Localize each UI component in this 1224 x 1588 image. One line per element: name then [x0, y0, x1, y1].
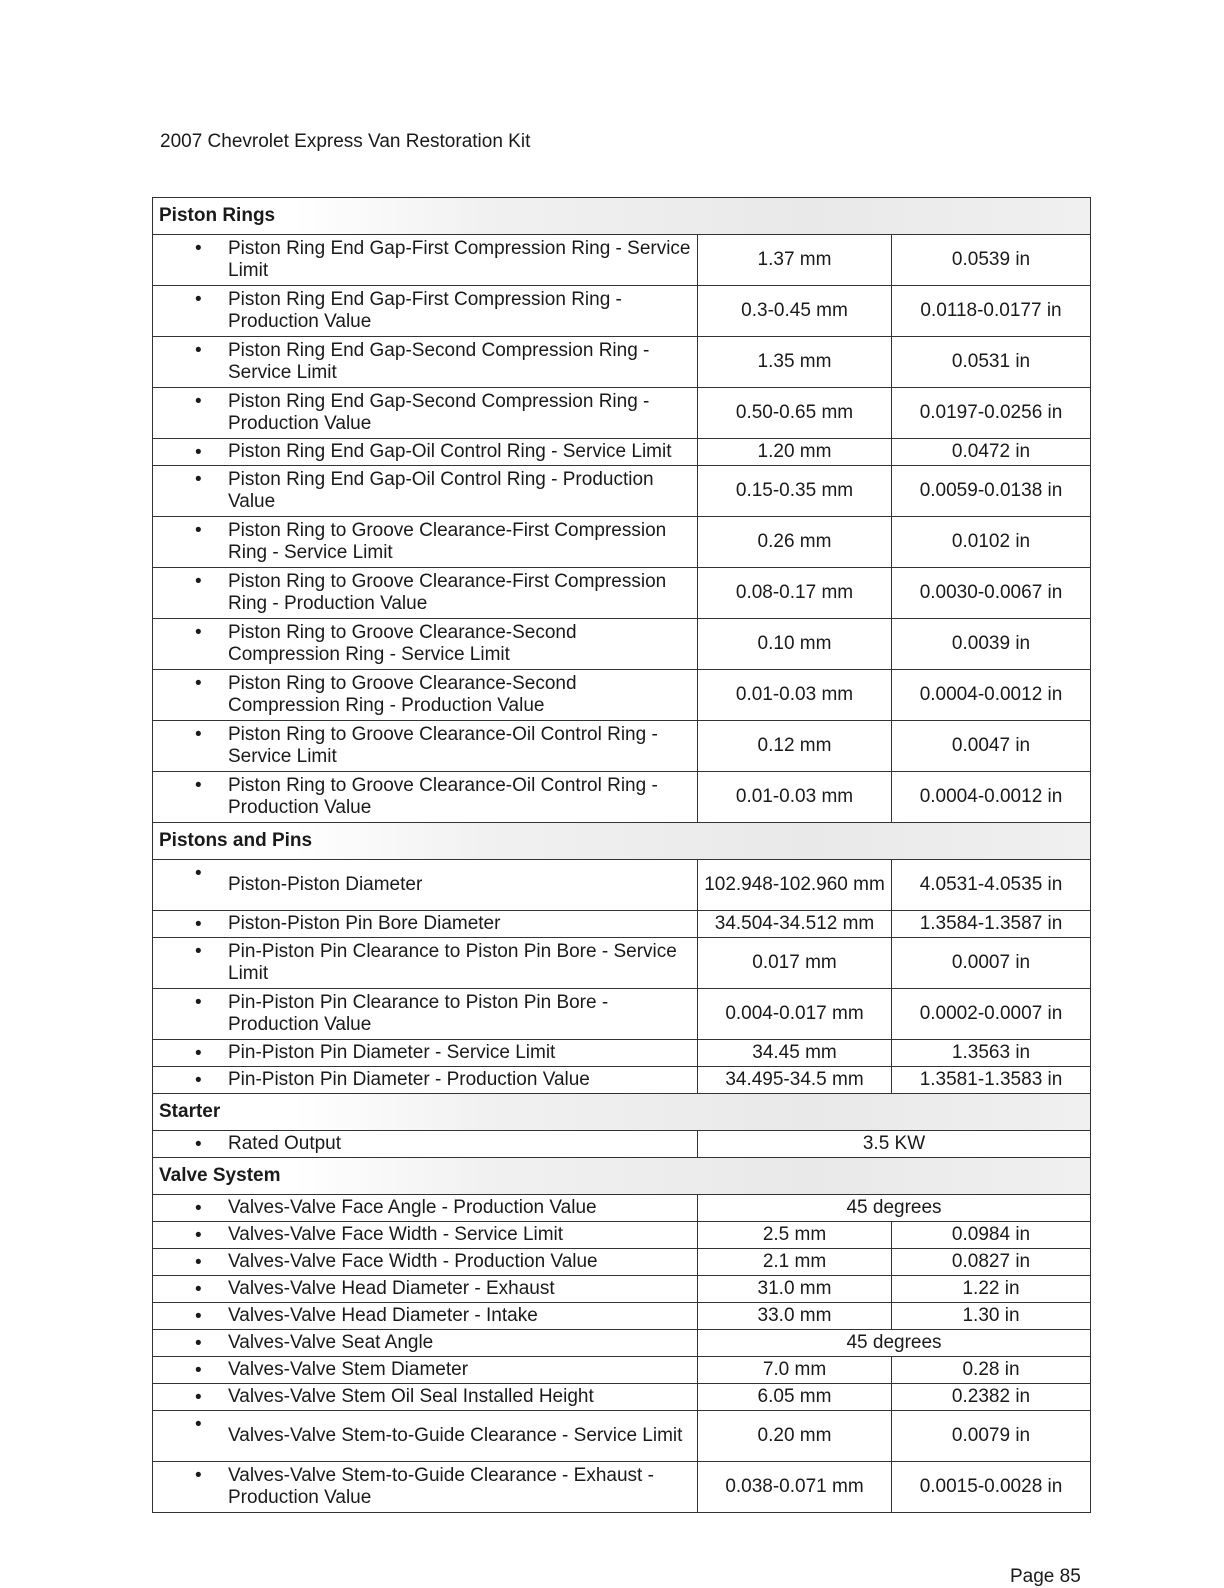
- spec-name: Piston Ring End Gap-Oil Control Ring - Production Value: [228, 469, 654, 512]
- table-row: [153, 989, 1091, 1040]
- imperial-value: 0.0007 in: [892, 938, 1091, 989]
- metric-value: 102.948-102.960 mm: [698, 860, 892, 911]
- document-title: 2007 Chevrolet Express Van Restoration Kit: [160, 131, 531, 152]
- bullet-icon: •: [195, 1134, 202, 1155]
- spec-name: Piston Ring End Gap-Second Compression Ring - Production Value: [228, 391, 650, 434]
- metric-value: 0.10 mm: [698, 619, 892, 670]
- metric-value: 0.01-0.03 mm: [698, 670, 892, 721]
- table-row: [153, 911, 1091, 938]
- table-row: [153, 337, 1091, 388]
- table-row: [153, 860, 1091, 911]
- table-row: [153, 235, 1091, 286]
- section-header-valve-system: [153, 1158, 1091, 1195]
- spec-name: Pin-Piston Pin Clearance to Piston Pin Bore - Production Value: [228, 992, 609, 1035]
- metric-value: 0.50-0.65 mm: [698, 388, 892, 439]
- imperial-value: 1.22 in: [892, 1276, 1091, 1303]
- bullet-icon: •: [195, 775, 202, 796]
- spec-name: Valves-Valve Stem-to-Guide Clearance - Exhaust - Production Value: [228, 1465, 654, 1508]
- spec-name: Piston Ring to Groove Clearance-Oil Control Ring - Production Value: [228, 775, 658, 818]
- bullet-icon: •: [195, 238, 202, 259]
- metric-value: 1.37 mm: [698, 235, 892, 286]
- page-number: Page 85: [1010, 1566, 1081, 1587]
- table-row: [153, 1330, 1091, 1357]
- spec-name: Valves-Valve Stem Oil Seal Installed Height: [228, 1386, 594, 1407]
- table-row: [153, 1040, 1091, 1067]
- combined-value: 45 degrees: [698, 1195, 1091, 1222]
- section-heading: Pistons and Pins: [153, 823, 1091, 860]
- bullet-icon: •: [195, 1333, 202, 1354]
- spec-name: Valves-Valve Seat Angle: [228, 1332, 434, 1353]
- metric-value: 0.20 mm: [698, 1411, 892, 1462]
- bullet-icon: •: [195, 391, 202, 412]
- table-row: [153, 721, 1091, 772]
- specifications-table: [152, 197, 1091, 1513]
- imperial-value: 0.0102 in: [892, 517, 1091, 568]
- table-row: [153, 1303, 1091, 1330]
- bullet-icon: •: [195, 1225, 202, 1246]
- imperial-value: 0.0827 in: [892, 1249, 1091, 1276]
- metric-value: 34.504-34.512 mm: [698, 911, 892, 938]
- imperial-value: 0.0047 in: [892, 721, 1091, 772]
- spec-name: Piston Ring End Gap-First Compression Ring - Production Value: [228, 289, 622, 332]
- metric-value: 2.1 mm: [698, 1249, 892, 1276]
- table-row: [153, 1131, 1091, 1158]
- metric-value: 0.038-0.071 mm: [698, 1462, 892, 1513]
- spec-name: Piston-Piston Pin Bore Diameter: [228, 913, 501, 934]
- imperial-value: 0.0039 in: [892, 619, 1091, 670]
- bullet-icon: •: [195, 863, 202, 884]
- imperial-value: 0.28 in: [892, 1357, 1091, 1384]
- metric-value: 34.495-34.5 mm: [698, 1067, 892, 1094]
- table-row: [153, 1411, 1091, 1462]
- bullet-icon: •: [195, 1387, 202, 1408]
- imperial-value: 4.0531-4.0535 in: [892, 860, 1091, 911]
- table-row: [153, 1276, 1091, 1303]
- spec-name: Piston-Piston Diameter: [228, 874, 423, 895]
- metric-value: 33.0 mm: [698, 1303, 892, 1330]
- bullet-icon: •: [195, 520, 202, 541]
- metric-value: 1.35 mm: [698, 337, 892, 388]
- table-row: [153, 1462, 1091, 1513]
- metric-value: 7.0 mm: [698, 1357, 892, 1384]
- metric-value: 0.3-0.45 mm: [698, 286, 892, 337]
- bullet-icon: •: [195, 340, 202, 361]
- spec-name: Piston Ring to Groove Clearance-Oil Control Ring - Service Limit: [228, 724, 658, 767]
- table-row: [153, 466, 1091, 517]
- metric-value: 0.01-0.03 mm: [698, 772, 892, 823]
- spec-name: Piston Ring to Groove Clearance-First Compression Ring - Production Value: [228, 571, 667, 614]
- bullet-icon: •: [195, 442, 202, 463]
- table-row: [153, 1384, 1091, 1411]
- bullet-icon: •: [195, 941, 202, 962]
- combined-value: 3.5 KW: [698, 1131, 1091, 1158]
- combined-value: 45 degrees: [698, 1330, 1091, 1357]
- imperial-value: 0.0059-0.0138 in: [892, 466, 1091, 517]
- table-row: [153, 619, 1091, 670]
- imperial-value: 0.0015-0.0028 in: [892, 1462, 1091, 1513]
- section-header-starter: [153, 1094, 1091, 1131]
- imperial-value: 1.30 in: [892, 1303, 1091, 1330]
- spec-name: Valves-Valve Head Diameter - Exhaust: [228, 1278, 555, 1299]
- section-heading: Valve System: [153, 1158, 1091, 1195]
- table-row: [153, 938, 1091, 989]
- metric-value: 0.12 mm: [698, 721, 892, 772]
- table-row: [153, 1195, 1091, 1222]
- bullet-icon: •: [195, 1360, 202, 1381]
- imperial-value: 0.0004-0.0012 in: [892, 670, 1091, 721]
- imperial-value: 0.0030-0.0067 in: [892, 568, 1091, 619]
- table-row: [153, 1357, 1091, 1384]
- metric-value: 6.05 mm: [698, 1384, 892, 1411]
- spec-name: Piston Ring to Groove Clearance-Second Compression Ring - Production Value: [228, 673, 577, 716]
- imperial-value: 0.0531 in: [892, 337, 1091, 388]
- bullet-icon: •: [195, 1070, 202, 1091]
- metric-value: 1.20 mm: [698, 439, 892, 466]
- table-row: [153, 1222, 1091, 1249]
- bullet-icon: •: [195, 1306, 202, 1327]
- table-row: [153, 388, 1091, 439]
- table-row: [153, 1067, 1091, 1094]
- imperial-value: 0.2382 in: [892, 1384, 1091, 1411]
- spec-name: Piston Ring End Gap-Second Compression Ring - Service Limit: [228, 340, 650, 383]
- bullet-icon: •: [195, 992, 202, 1013]
- metric-value: 0.004-0.017 mm: [698, 989, 892, 1040]
- bullet-icon: •: [195, 1252, 202, 1273]
- spec-name: Pin-Piston Pin Diameter - Production Value: [228, 1069, 590, 1090]
- bullet-icon: •: [195, 1414, 202, 1435]
- bullet-icon: •: [195, 914, 202, 935]
- bullet-icon: •: [195, 1279, 202, 1300]
- spec-name: Valves-Valve Head Diameter - Intake: [228, 1305, 538, 1326]
- spec-name: Pin-Piston Pin Diameter - Service Limit: [228, 1042, 556, 1063]
- bullet-icon: •: [195, 673, 202, 694]
- imperial-value: 1.3581-1.3583 in: [892, 1067, 1091, 1094]
- imperial-value: 0.0004-0.0012 in: [892, 772, 1091, 823]
- metric-value: 2.5 mm: [698, 1222, 892, 1249]
- bullet-icon: •: [195, 622, 202, 643]
- metric-value: 0.15-0.35 mm: [698, 466, 892, 517]
- section-heading: Starter: [153, 1094, 1091, 1131]
- spec-name: Valves-Valve Face Width - Service Limit: [228, 1224, 564, 1245]
- table-row: [153, 568, 1091, 619]
- metric-value: 0.017 mm: [698, 938, 892, 989]
- spec-name: Piston Ring End Gap-First Compression Ring - Service Limit: [228, 238, 691, 281]
- spec-name: Piston Ring End Gap-Oil Control Ring - Service Limit: [228, 441, 672, 462]
- metric-value: 34.45 mm: [698, 1040, 892, 1067]
- spec-name: Piston Ring to Groove Clearance-Second Compression Ring - Service Limit: [228, 622, 577, 665]
- bullet-icon: •: [195, 1198, 202, 1219]
- bullet-icon: •: [195, 469, 202, 490]
- table-row: [153, 772, 1091, 823]
- table-row: [153, 670, 1091, 721]
- section-heading: Piston Rings: [153, 198, 1091, 235]
- section-header-pistons-and-pins: [153, 823, 1091, 860]
- table-row: [153, 286, 1091, 337]
- table-row: [153, 439, 1091, 466]
- imperial-value: 0.0472 in: [892, 439, 1091, 466]
- table-row: [153, 517, 1091, 568]
- table-row: [153, 1249, 1091, 1276]
- spec-name: Valves-Valve Stem Diameter: [228, 1359, 469, 1380]
- imperial-value: 0.0079 in: [892, 1411, 1091, 1462]
- metric-value: 31.0 mm: [698, 1276, 892, 1303]
- imperial-value: 0.0539 in: [892, 235, 1091, 286]
- metric-value: 0.26 mm: [698, 517, 892, 568]
- imperial-value: 0.0118-0.0177 in: [892, 286, 1091, 337]
- imperial-value: 0.0197-0.0256 in: [892, 388, 1091, 439]
- bullet-icon: •: [195, 289, 202, 310]
- metric-value: 0.08-0.17 mm: [698, 568, 892, 619]
- spec-name: Valves-Valve Face Width - Production Value: [228, 1251, 598, 1272]
- section-header-piston-rings: [153, 198, 1091, 235]
- bullet-icon: •: [195, 1465, 202, 1486]
- spec-name: Valves-Valve Face Angle - Production Value: [228, 1197, 597, 1218]
- bullet-icon: •: [195, 724, 202, 745]
- bullet-icon: •: [195, 571, 202, 592]
- spec-name: Valves-Valve Stem-to-Guide Clearance - Service Limit: [228, 1425, 683, 1446]
- imperial-value: 0.0984 in: [892, 1222, 1091, 1249]
- spec-name: Rated Output: [228, 1133, 342, 1154]
- imperial-value: 1.3563 in: [892, 1040, 1091, 1067]
- imperial-value: 1.3584-1.3587 in: [892, 911, 1091, 938]
- bullet-icon: •: [195, 1043, 202, 1064]
- imperial-value: 0.0002-0.0007 in: [892, 989, 1091, 1040]
- spec-name: Piston Ring to Groove Clearance-First Compression Ring - Service Limit: [228, 520, 667, 563]
- spec-name: Pin-Piston Pin Clearance to Piston Pin Bore - Service Limit: [228, 941, 677, 984]
